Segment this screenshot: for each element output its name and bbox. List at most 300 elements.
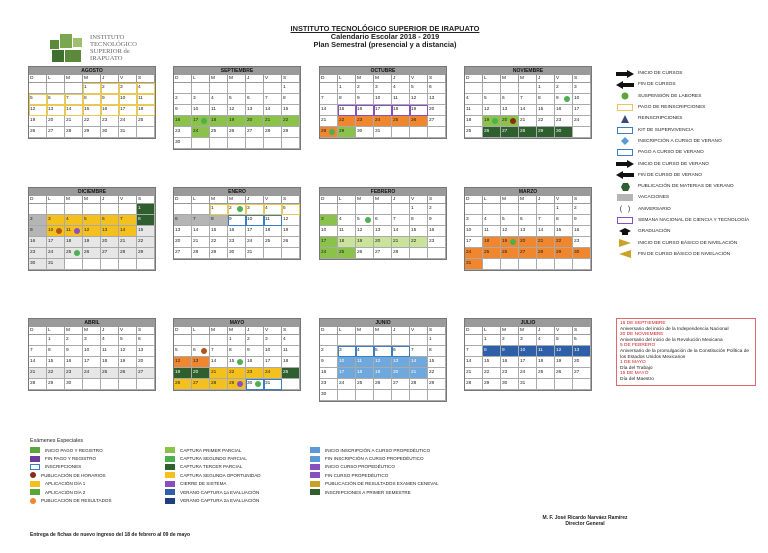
day-cell[interactable]: 6 [137,335,155,346]
day-cell[interactable]: 12 [29,105,47,116]
day-cell[interactable]: 25 [392,116,410,127]
day-cell[interactable]: 26 [483,127,501,138]
day-cell[interactable]: 18 [392,105,410,116]
day-cell[interactable]: 12 [119,346,137,357]
day-cell[interactable]: 10 [192,105,210,116]
day-cell[interactable]: 2 [573,204,591,215]
day-cell[interactable]: 9 [246,346,264,357]
day-cell[interactable]: 7 [392,215,410,226]
day-cell[interactable]: 7 [192,215,210,226]
day-cell[interactable]: 1 [428,335,446,346]
day-cell[interactable]: 15 [338,105,356,116]
day-cell[interactable]: 24 [264,368,282,379]
day-cell[interactable]: 25 [137,116,155,127]
day-cell[interactable]: 8 [428,346,446,357]
day-cell[interactable]: 19 [555,357,573,368]
day-cell[interactable]: 18 [483,237,501,248]
day-cell[interactable]: 6 [47,94,65,105]
day-cell[interactable]: 27 [573,368,591,379]
day-cell[interactable]: 16 [501,357,519,368]
day-cell[interactable]: 5 [483,94,501,105]
day-cell[interactable]: 11 [282,346,300,357]
day-cell[interactable]: 6 [101,215,119,226]
day-cell[interactable]: 18 [537,357,555,368]
day-cell[interactable]: 23 [174,127,192,138]
day-cell[interactable]: 24 [320,248,338,259]
day-cell[interactable]: 30 [246,379,264,390]
day-cell[interactable]: 26 [555,368,573,379]
day-cell[interactable]: 27 [47,127,65,138]
day-cell[interactable]: 4 [101,335,119,346]
day-cell[interactable]: 7 [465,346,483,357]
day-cell[interactable]: 31 [47,259,65,270]
day-cell[interactable]: 6 [392,346,410,357]
day-cell[interactable]: 7 [29,346,47,357]
day-cell[interactable]: 23 [101,116,119,127]
day-cell[interactable]: 11 [537,346,555,357]
day-cell[interactable]: 1 [555,204,573,215]
day-cell[interactable]: 19 [410,105,428,116]
day-cell[interactable]: 3 [573,83,591,94]
day-cell[interactable]: 29 [428,379,446,390]
day-cell[interactable]: 16 [320,368,338,379]
day-cell[interactable]: 22 [83,116,101,127]
day-cell[interactable]: 14 [65,105,83,116]
day-cell[interactable]: 13 [519,226,537,237]
day-cell[interactable]: 13 [137,346,155,357]
day-cell[interactable]: 11 [210,105,228,116]
day-cell[interactable]: 8 [555,215,573,226]
day-cell[interactable]: 8 [483,346,501,357]
day-cell[interactable]: 9 [573,215,591,226]
day-cell[interactable]: 7 [519,94,537,105]
day-cell[interactable]: 22 [483,368,501,379]
day-cell[interactable]: 25 [264,237,282,248]
day-cell[interactable]: 2 [174,94,192,105]
day-cell[interactable]: 23 [428,237,446,248]
day-cell[interactable]: 21 [29,368,47,379]
day-cell[interactable]: 19 [174,368,192,379]
day-cell[interactable]: 16 [228,226,246,237]
day-cell[interactable]: 22 [210,237,228,248]
day-cell[interactable]: 26 [356,248,374,259]
day-cell[interactable]: 14 [29,357,47,368]
day-cell[interactable]: 17 [192,116,210,127]
day-cell[interactable]: 19 [501,237,519,248]
day-cell[interactable]: 16 [246,357,264,368]
day-cell[interactable]: 10 [320,226,338,237]
day-cell[interactable]: 14 [410,357,428,368]
day-cell[interactable]: 19 [356,237,374,248]
day-cell[interactable]: 1 [228,335,246,346]
day-cell[interactable]: 11 [465,105,483,116]
day-cell[interactable]: 3 [338,346,356,357]
day-cell[interactable]: 10 [519,346,537,357]
day-cell[interactable]: 12 [483,105,501,116]
day-cell[interactable]: 17 [465,237,483,248]
day-cell[interactable]: 10 [465,226,483,237]
day-cell[interactable]: 12 [374,357,392,368]
day-cell[interactable]: 11 [483,226,501,237]
day-cell[interactable]: 21 [65,116,83,127]
day-cell[interactable]: 2 [101,83,119,94]
day-cell[interactable]: 22 [228,368,246,379]
day-cell[interactable]: 19 [83,237,101,248]
day-cell[interactable]: 12 [555,346,573,357]
day-cell[interactable]: 8 [537,94,555,105]
day-cell[interactable]: 25 [537,368,555,379]
day-cell[interactable]: 17 [119,105,137,116]
day-cell[interactable]: 20 [428,105,446,116]
day-cell[interactable]: 7 [264,94,282,105]
day-cell[interactable]: 27 [192,379,210,390]
day-cell[interactable]: 8 [282,94,300,105]
day-cell[interactable]: 25 [483,248,501,259]
day-cell[interactable]: 27 [392,379,410,390]
day-cell[interactable]: 30 [320,390,338,401]
day-cell[interactable]: 15 [210,226,228,237]
day-cell[interactable]: 28 [192,248,210,259]
day-cell[interactable]: 17 [264,357,282,368]
day-cell[interactable]: 29 [137,248,155,259]
day-cell[interactable]: 31 [246,248,264,259]
day-cell[interactable]: 4 [65,215,83,226]
day-cell[interactable]: 3 [519,335,537,346]
day-cell[interactable]: 28 [29,379,47,390]
day-cell[interactable]: 23 [356,116,374,127]
day-cell[interactable]: 18 [210,116,228,127]
day-cell[interactable]: 5 [374,346,392,357]
day-cell[interactable]: 19 [374,368,392,379]
day-cell[interactable]: 24 [519,368,537,379]
day-cell[interactable]: 13 [246,105,264,116]
day-cell[interactable]: 24 [246,237,264,248]
day-cell[interactable]: 3 [264,335,282,346]
day-cell[interactable]: 30 [101,127,119,138]
day-cell[interactable]: 21 [465,368,483,379]
day-cell[interactable]: 14 [465,357,483,368]
day-cell[interactable]: 20 [246,116,264,127]
day-cell[interactable]: 23 [573,237,591,248]
day-cell[interactable]: 24 [465,248,483,259]
day-cell[interactable]: 4 [465,94,483,105]
day-cell[interactable]: 9 [174,105,192,116]
day-cell[interactable]: 6 [174,215,192,226]
day-cell[interactable]: 10 [374,94,392,105]
day-cell[interactable]: 11 [338,226,356,237]
day-cell[interactable]: 19 [282,226,300,237]
day-cell[interactable]: 3 [119,83,137,94]
day-cell[interactable]: 10 [264,346,282,357]
day-cell[interactable]: 12 [282,215,300,226]
day-cell[interactable]: 1 [410,204,428,215]
day-cell[interactable]: 9 [501,346,519,357]
day-cell[interactable]: 29 [282,127,300,138]
day-cell[interactable]: 13 [392,357,410,368]
day-cell[interactable]: 12 [501,226,519,237]
day-cell[interactable]: 26 [374,379,392,390]
day-cell[interactable]: 19 [483,116,501,127]
day-cell[interactable]: 9 [65,346,83,357]
day-cell[interactable]: 26 [83,248,101,259]
day-cell[interactable]: 20 [519,237,537,248]
day-cell[interactable]: 24 [192,127,210,138]
day-cell[interactable]: 18 [137,105,155,116]
day-cell[interactable]: 2 [320,346,338,357]
day-cell[interactable]: 3 [374,83,392,94]
day-cell[interactable]: 30 [65,379,83,390]
day-cell[interactable]: 2 [246,335,264,346]
day-cell[interactable]: 7 [537,215,555,226]
day-cell[interactable]: 31 [374,127,392,138]
day-cell[interactable]: 13 [174,226,192,237]
day-cell[interactable]: 31 [465,259,483,270]
day-cell[interactable]: 25 [210,127,228,138]
day-cell[interactable]: 7 [119,215,137,226]
day-cell[interactable]: 22 [428,368,446,379]
day-cell[interactable]: 11 [392,94,410,105]
day-cell[interactable]: 22 [282,116,300,127]
day-cell[interactable]: 28 [65,127,83,138]
day-cell[interactable]: 3 [320,215,338,226]
day-cell[interactable]: 9 [356,94,374,105]
day-cell[interactable]: 22 [537,116,555,127]
day-cell[interactable]: 12 [410,94,428,105]
day-cell[interactable]: 4 [338,215,356,226]
day-cell[interactable]: 17 [47,237,65,248]
day-cell[interactable]: 15 [555,226,573,237]
day-cell[interactable]: 31 [264,379,282,390]
day-cell[interactable]: 1 [483,335,501,346]
day-cell[interactable]: 28 [465,379,483,390]
day-cell[interactable]: 12 [83,226,101,237]
day-cell[interactable]: 27 [174,248,192,259]
day-cell[interactable]: 6 [519,215,537,226]
day-cell[interactable]: 7 [65,94,83,105]
day-cell[interactable]: 10 [83,346,101,357]
day-cell[interactable]: 25 [65,248,83,259]
day-cell[interactable]: 29 [83,127,101,138]
day-cell[interactable]: 30 [573,248,591,259]
day-cell[interactable]: 13 [47,105,65,116]
day-cell[interactable]: 7 [410,346,428,357]
day-cell[interactable]: 23 [228,237,246,248]
day-cell[interactable]: 21 [537,237,555,248]
day-cell[interactable]: 15 [47,357,65,368]
day-cell[interactable]: 8 [210,215,228,226]
day-cell[interactable]: 2 [428,204,446,215]
day-cell[interactable]: 13 [192,357,210,368]
day-cell[interactable]: 21 [519,116,537,127]
day-cell[interactable]: 12 [356,226,374,237]
day-cell[interactable]: 21 [410,368,428,379]
day-cell[interactable]: 6 [501,94,519,105]
day-cell[interactable]: 28 [320,127,338,138]
day-cell[interactable]: 1 [83,83,101,94]
day-cell[interactable]: 13 [374,226,392,237]
day-cell[interactable]: 21 [320,116,338,127]
day-cell[interactable]: 9 [428,215,446,226]
day-cell[interactable]: 28 [537,248,555,259]
day-cell[interactable]: 30 [501,379,519,390]
day-cell[interactable]: 2 [228,204,246,215]
day-cell[interactable]: 14 [119,226,137,237]
day-cell[interactable]: 22 [137,237,155,248]
day-cell[interactable]: 25 [282,368,300,379]
day-cell[interactable]: 2 [65,335,83,346]
day-cell[interactable]: 9 [228,215,246,226]
day-cell[interactable]: 11 [264,215,282,226]
day-cell[interactable]: 13 [428,94,446,105]
day-cell[interactable]: 8 [410,215,428,226]
day-cell[interactable]: 4 [210,94,228,105]
day-cell[interactable]: 5 [410,83,428,94]
day-cell[interactable]: 15 [137,226,155,237]
day-cell[interactable]: 19 [29,116,47,127]
day-cell[interactable]: 29 [555,248,573,259]
day-cell[interactable]: 17 [573,105,591,116]
day-cell[interactable]: 22 [338,116,356,127]
day-cell[interactable]: 29 [537,127,555,138]
day-cell[interactable]: 29 [338,127,356,138]
day-cell[interactable]: 26 [228,127,246,138]
day-cell[interactable]: 4 [137,83,155,94]
day-cell[interactable]: 26 [119,368,137,379]
day-cell[interactable]: 16 [174,116,192,127]
day-cell[interactable]: 14 [537,226,555,237]
day-cell[interactable]: 28 [410,379,428,390]
day-cell[interactable]: 30 [29,259,47,270]
day-cell[interactable]: 6 [573,335,591,346]
day-cell[interactable]: 5 [501,215,519,226]
day-cell[interactable]: 15 [428,357,446,368]
day-cell[interactable]: 8 [47,346,65,357]
day-cell[interactable]: 6 [246,94,264,105]
day-cell[interactable]: 28 [519,127,537,138]
day-cell[interactable]: 20 [137,357,155,368]
day-cell[interactable]: 3 [246,204,264,215]
day-cell[interactable]: 4 [264,204,282,215]
day-cell[interactable]: 23 [555,116,573,127]
day-cell[interactable]: 6 [374,215,392,226]
day-cell[interactable]: 20 [501,116,519,127]
day-cell[interactable]: 28 [392,248,410,259]
day-cell[interactable]: 23 [501,368,519,379]
day-cell[interactable]: 4 [537,335,555,346]
day-cell[interactable]: 5 [356,215,374,226]
day-cell[interactable]: 29 [483,379,501,390]
day-cell[interactable]: 5 [119,335,137,346]
day-cell[interactable]: 3 [47,215,65,226]
day-cell[interactable]: 27 [501,127,519,138]
day-cell[interactable]: 14 [519,105,537,116]
day-cell[interactable]: 8 [83,94,101,105]
day-cell[interactable]: 13 [501,105,519,116]
day-cell[interactable]: 16 [428,226,446,237]
day-cell[interactable]: 2 [501,335,519,346]
day-cell[interactable]: 23 [65,368,83,379]
day-cell[interactable]: 28 [119,248,137,259]
day-cell[interactable]: 22 [555,237,573,248]
day-cell[interactable]: 14 [264,105,282,116]
day-cell[interactable]: 22 [410,237,428,248]
day-cell[interactable]: 2 [356,83,374,94]
day-cell[interactable]: 10 [246,215,264,226]
day-cell[interactable]: 19 [228,116,246,127]
day-cell[interactable]: 4 [392,83,410,94]
day-cell[interactable]: 1 [47,335,65,346]
day-cell[interactable]: 4 [282,335,300,346]
day-cell[interactable]: 10 [119,94,137,105]
day-cell[interactable]: 18 [282,357,300,368]
day-cell[interactable]: 24 [119,116,137,127]
day-cell[interactable]: 16 [29,237,47,248]
day-cell[interactable]: 7 [320,94,338,105]
day-cell[interactable]: 7 [210,346,228,357]
day-cell[interactable]: 17 [519,357,537,368]
day-cell[interactable]: 20 [47,116,65,127]
day-cell[interactable]: 21 [264,116,282,127]
day-cell[interactable]: 20 [573,357,591,368]
day-cell[interactable]: 9 [101,94,119,105]
day-cell[interactable]: 18 [101,357,119,368]
day-cell[interactable]: 5 [282,204,300,215]
day-cell[interactable]: 2 [555,83,573,94]
day-cell[interactable]: 17 [338,368,356,379]
day-cell[interactable]: 8 [338,94,356,105]
day-cell[interactable]: 15 [282,105,300,116]
day-cell[interactable]: 30 [174,138,192,149]
day-cell[interactable]: 24 [338,379,356,390]
day-cell[interactable]: 25 [465,127,483,138]
day-cell[interactable]: 14 [192,226,210,237]
day-cell[interactable]: 21 [392,237,410,248]
day-cell[interactable]: 5 [228,94,246,105]
day-cell[interactable]: 14 [392,226,410,237]
day-cell[interactable]: 20 [174,237,192,248]
day-cell[interactable]: 23 [320,379,338,390]
day-cell[interactable]: 18 [65,237,83,248]
day-cell[interactable]: 13 [573,346,591,357]
day-cell[interactable]: 18 [465,116,483,127]
day-cell[interactable]: 11 [356,357,374,368]
day-cell[interactable]: 27 [374,248,392,259]
day-cell[interactable]: 4 [356,346,374,357]
day-cell[interactable]: 29 [47,379,65,390]
day-cell[interactable]: 24 [374,116,392,127]
day-cell[interactable]: 16 [573,226,591,237]
day-cell[interactable]: 24 [573,116,591,127]
day-cell[interactable]: 3 [465,215,483,226]
day-cell[interactable]: 27 [428,116,446,127]
day-cell[interactable]: 8 [137,215,155,226]
day-cell[interactable]: 17 [83,357,101,368]
day-cell[interactable]: 10 [47,226,65,237]
day-cell[interactable]: 17 [246,226,264,237]
day-cell[interactable]: 12 [174,357,192,368]
day-cell[interactable]: 20 [192,368,210,379]
day-cell[interactable]: 15 [83,105,101,116]
day-cell[interactable]: 9 [320,357,338,368]
day-cell[interactable]: 6 [428,83,446,94]
day-cell[interactable]: 18 [338,237,356,248]
day-cell[interactable]: 17 [320,237,338,248]
day-cell[interactable]: 15 [537,105,555,116]
day-cell[interactable]: 16 [555,105,573,116]
day-cell[interactable]: 23 [29,248,47,259]
day-cell[interactable]: 31 [519,379,537,390]
day-cell[interactable]: 1 [537,83,555,94]
